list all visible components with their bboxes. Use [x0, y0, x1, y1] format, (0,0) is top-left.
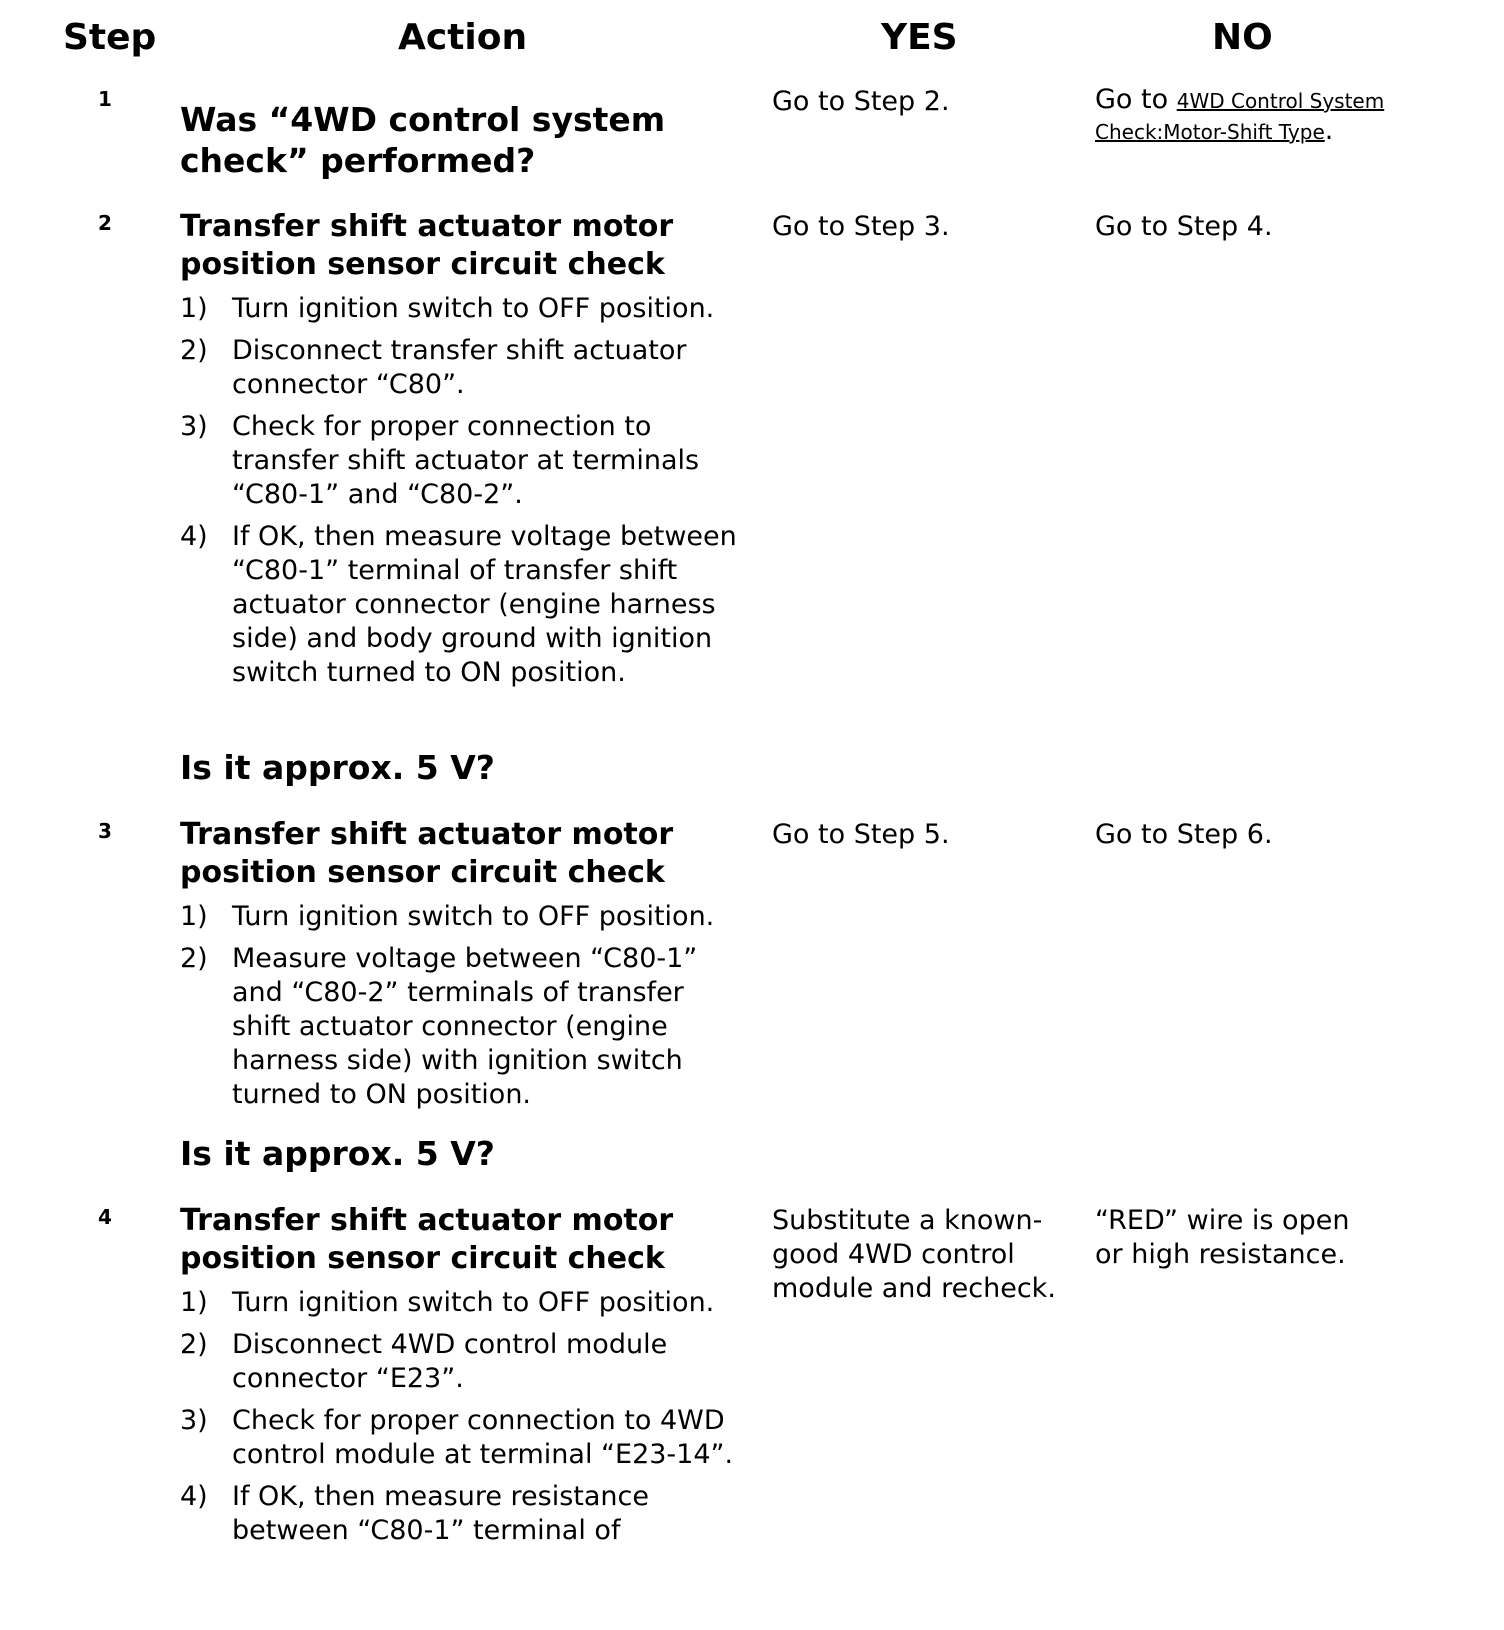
list-item [180, 942, 750, 1112]
item-text: Turn ignition switch to OFF position. [232, 1287, 715, 1318]
yes-action: Go to Step 2. [772, 86, 950, 117]
step-title: Transfer shift actuator motor position sensor circuit check [180, 209, 674, 282]
item-text: If OK, then measure voltage between “C80-1” terminal of transfer shift actuator connector (engine harness side) and body ground with ignition switch turned to ON position. [232, 521, 737, 688]
item-number: 2) [180, 335, 208, 366]
item-number: 1) [180, 901, 208, 932]
item-text: Turn ignition switch to OFF position. [232, 901, 715, 932]
header-no: NO [1212, 17, 1273, 58]
item-number: 1) [180, 1287, 208, 1318]
step-instructions [180, 1286, 750, 1556]
no-action: Go to Step 4. [1095, 211, 1273, 242]
list-item [180, 292, 750, 326]
list-item [180, 900, 750, 934]
step-title: Transfer shift actuator motor position sensor circuit check [180, 817, 674, 890]
header-yes: YES [881, 17, 958, 58]
item-number: 1) [180, 293, 208, 324]
item-number: 3) [180, 411, 208, 442]
step-number: 3 [98, 819, 112, 843]
list-item [180, 334, 750, 402]
item-number: 4) [180, 1481, 208, 1512]
no-action: Go to Step 6. [1095, 819, 1273, 850]
list-item [180, 1328, 750, 1396]
list-item [180, 410, 750, 512]
item-text: Check for proper connection to 4WD control module at terminal “E23-14”. [232, 1405, 734, 1470]
step-number: 2 [98, 211, 112, 235]
no-action-prefix: Go to [1095, 84, 1177, 115]
item-number: 2) [180, 1329, 208, 1360]
no-action [1095, 85, 1415, 147]
yes-action: Go to Step 5. [772, 819, 950, 850]
header-action: Action [398, 17, 528, 58]
no-action-suffix: . [1324, 115, 1334, 146]
item-text: Turn ignition switch to OFF position. [232, 293, 715, 324]
list-item [180, 1404, 750, 1472]
step-number: 4 [98, 1205, 112, 1229]
item-text: Measure voltage between “C80-1” and “C80-2” terminals of transfer shift actuator connector (engine harness side) with ignition switch turned to ON position. [232, 943, 698, 1110]
item-number: 2) [180, 943, 208, 974]
item-text: Disconnect transfer shift actuator connector “C80”. [232, 335, 687, 400]
system-check-link[interactable]: 4WD Control System Check:Motor-Shift Type [1095, 89, 1385, 144]
item-text: If OK, then measure resistance between “C80-1” terminal of [232, 1481, 649, 1546]
step-instructions [180, 900, 750, 1120]
item-number: 3) [180, 1405, 208, 1436]
item-number: 4) [180, 521, 208, 552]
no-action: “RED” wire is open or high resistance. [1095, 1205, 1350, 1270]
step-title: Transfer shift actuator motor position sensor circuit check [180, 1203, 674, 1276]
item-text: Check for proper connection to transfer shift actuator at terminals “C80-1” and “C80-2”. [232, 411, 700, 510]
list-item [180, 1480, 750, 1548]
header-step: Step [63, 17, 157, 58]
step-instructions [180, 292, 750, 698]
step-question: Is it approx. 5 V? [180, 1134, 495, 1173]
yes-action: Substitute a known-good 4WD control module and recheck. [772, 1205, 1056, 1304]
list-item [180, 520, 750, 690]
step-number: 1 [98, 87, 112, 111]
item-text: Disconnect 4WD control module connector “E23”. [232, 1329, 668, 1394]
step-question: Was “4WD control system check” performed? [180, 100, 666, 180]
yes-action: Go to Step 3. [772, 211, 950, 242]
list-item [180, 1286, 750, 1320]
step-question: Is it approx. 5 V? [180, 748, 495, 787]
